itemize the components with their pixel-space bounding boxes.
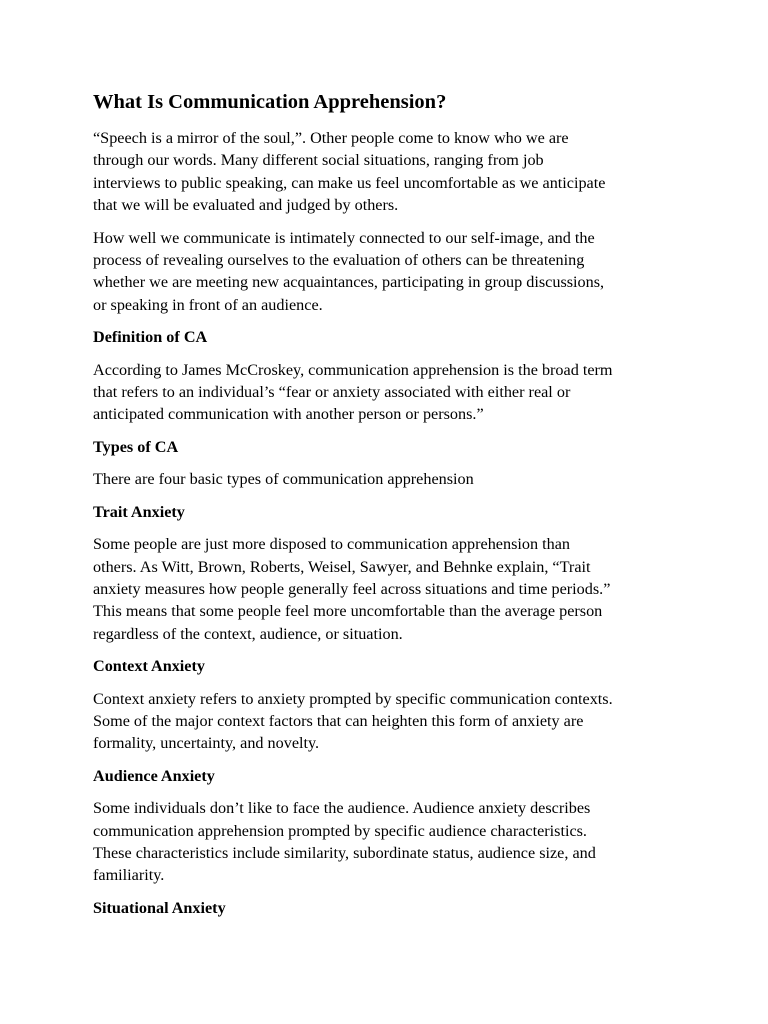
section-heading-trait-anxiety: Trait Anxiety xyxy=(93,502,185,521)
text-line: “Speech is a mirror of the soul,”. Other people come to know who we are xyxy=(93,129,569,147)
text-line: anticipated communication with another person or persons.” xyxy=(93,405,484,424)
section-heading-types: Types of CA xyxy=(93,437,179,456)
page-title: What Is Communication Apprehension? xyxy=(93,91,447,113)
section-heading-audience-anxiety: Audience Anxiety xyxy=(93,766,215,785)
text-line: process of revealing ourselves to the evaluation of others can be threatening xyxy=(93,251,585,270)
section-heading-situational-anxiety: Situational Anxiety xyxy=(93,898,226,917)
text-line: This means that some people feel more uncomfortable than the average person xyxy=(93,602,603,621)
text-line: Some of the major context factors that can heighten this form of anxiety are xyxy=(93,711,584,730)
document-page xyxy=(93,90,683,929)
intro-paragraph-2 xyxy=(93,227,683,317)
text-line: According to James McCroskey, communication apprehension is the broad term xyxy=(93,360,613,379)
text-line: interviews to public speaking, can make us feel uncomfortable as we anticipate xyxy=(93,173,606,192)
text-line: Some people are just more disposed to communication apprehension than xyxy=(93,535,570,554)
text-line: others. As Witt, Brown, Roberts, Weisel, Sawyer, and Behnke explain, “Trait xyxy=(93,557,591,576)
text-line: These characteristics include similarity, subordinate status, audience size, and xyxy=(93,843,596,862)
section-heading-context-anxiety: Context Anxiety xyxy=(93,657,205,676)
text-line: communication apprehension prompted by specific audience characteristics. xyxy=(93,821,587,840)
text-line: Some individuals don’t like to face the audience. Audience anxiety describes xyxy=(93,799,591,818)
text-line: formality, uncertainty, and novelty. xyxy=(93,734,320,753)
definition-paragraph xyxy=(93,359,683,426)
intro-paragraph-1 xyxy=(93,127,683,217)
text-line: Context anxiety refers to anxiety prompted by specific communication contexts. xyxy=(93,689,613,708)
audience-anxiety-paragraph xyxy=(93,797,683,887)
text-line: There are four basic types of communication apprehension xyxy=(93,470,474,489)
trait-anxiety-paragraph xyxy=(93,533,683,645)
text-line: that refers to an individual’s “fear or anxiety associated with either real or xyxy=(93,383,571,402)
types-paragraph xyxy=(93,468,683,490)
text-line: anxiety measures how people generally feel across situations and time periods.” xyxy=(93,579,611,598)
text-line: or speaking in front of an audience. xyxy=(93,295,323,314)
text-line: that we will be evaluated and judged by others. xyxy=(93,196,399,215)
text-line: through our words. Many different social situations, ranging from job xyxy=(93,151,544,170)
context-anxiety-paragraph xyxy=(93,688,683,755)
text-line: familiarity. xyxy=(93,866,165,885)
text-line: whether we are meeting new acquaintances, participating in group discussions, xyxy=(93,273,605,292)
text-line: regardless of the context, audience, or situation. xyxy=(93,624,403,643)
section-heading-definition: Definition of CA xyxy=(93,328,208,347)
text-line: How well we communicate is intimately connected to our self-image, and the xyxy=(93,228,595,247)
